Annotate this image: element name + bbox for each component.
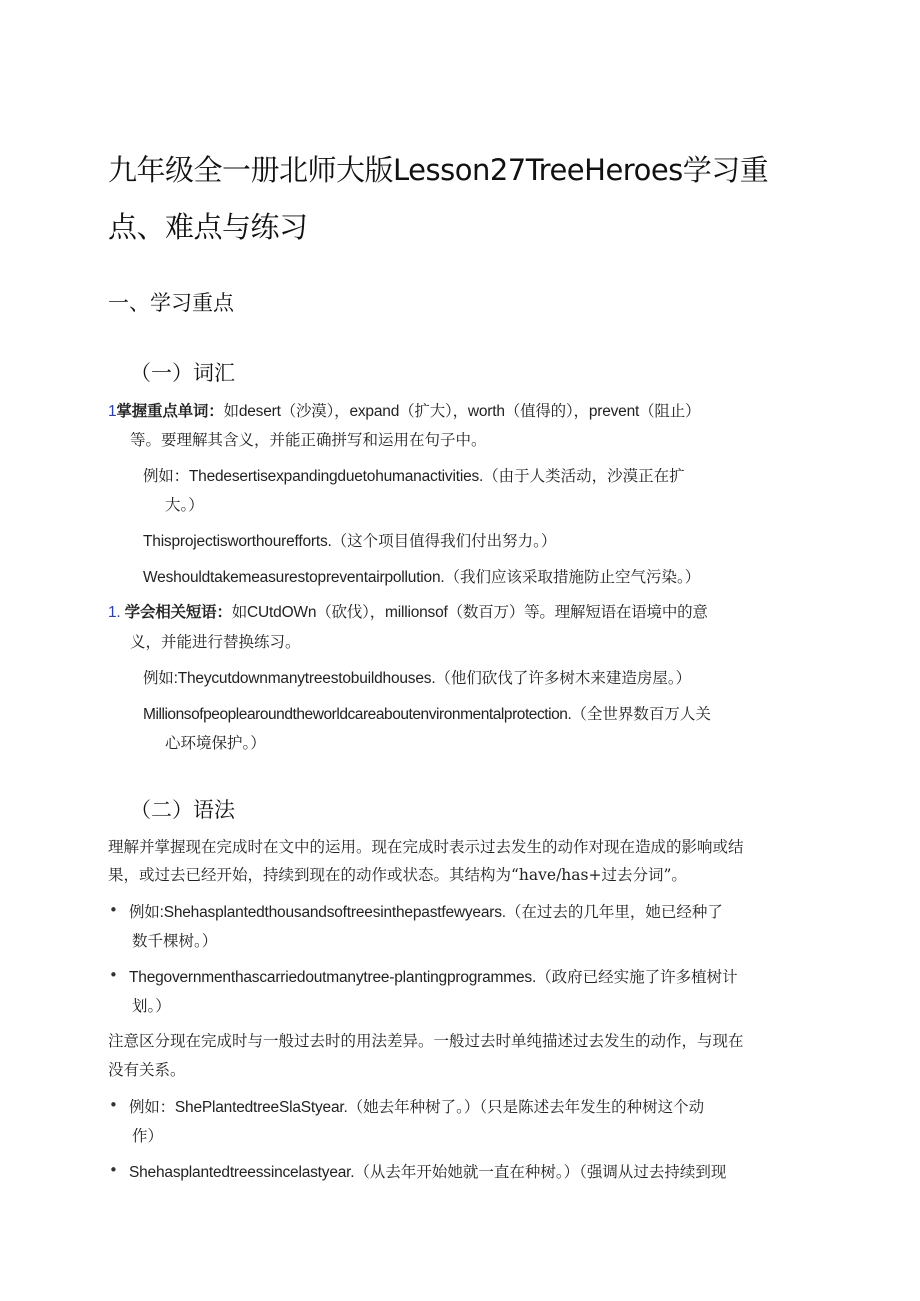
example-chinese: （政府已经实施了许多植树计: [536, 968, 738, 986]
example-chinese: （由于人类活动，沙漠正在扩: [483, 467, 685, 485]
example-chinese: （她去年种树了。）（只是陈述去年发生的种树这个动: [347, 1098, 705, 1116]
item-number: 1.: [108, 604, 121, 621]
example-chinese-continuation: 大。）: [165, 496, 204, 514]
item-text: 如CUtdOWn（砍伐），millionsof（数百万）等。理解短语在语境中的意: [231, 604, 708, 621]
example-english: Thegovernmenthascarriedoutmanytree-plantingprogrammes.: [129, 969, 537, 986]
section-heading: 一、学习重点: [108, 291, 234, 315]
document-title-line1: 九年级全一册北师大版Lesson27TreeHeroes学习重: [108, 153, 769, 187]
example-english: Weshouldtakemeasurestopreventairpollution.: [143, 569, 445, 586]
example-sentence: [143, 702, 711, 724]
bullet-item: [129, 900, 723, 922]
vocab-item-2-continuation: 义，并能进行替换练习。: [130, 633, 301, 651]
grammar-paragraph-1-line1: 理解并掌握现在完成时在文中的运用。现在完成时表示过去发生的动作对现在造成的影响或结: [108, 838, 744, 856]
example-chinese-continuation: 心环境保护。）: [165, 734, 266, 752]
example-sentence: [143, 464, 685, 486]
bullet-continuation: 作）: [132, 1127, 164, 1145]
example-chinese: （这个项目值得我们付出努力。）: [331, 532, 557, 550]
bullet-continuation: 数千棵树。）: [132, 932, 218, 950]
bullet-marker: •: [109, 1161, 118, 1179]
bullet-item: [129, 1095, 704, 1117]
bullet-continuation: 划。）: [132, 997, 171, 1015]
bullet-marker: •: [109, 901, 118, 919]
example-sentence: [143, 565, 700, 587]
example-sentence: [143, 529, 556, 551]
example-english: 例如:Shehasplantedthousandsoftreesinthepastfewyears.: [129, 904, 506, 921]
grammar-paragraph-1-line2: 果，或过去已经开始，持续到现在的动作或状态。其结构为“have/has+过去分词”。: [108, 866, 687, 884]
document-title-line2: 点、难点与练习: [108, 210, 308, 244]
bullet-marker: •: [109, 1096, 118, 1114]
example-sentence: [143, 666, 691, 688]
item-text: 如desert（沙漠），expand（扩大），worth（值得的），prevent（阻止）: [223, 403, 701, 420]
example-chinese: （全世界数百万人关: [571, 705, 711, 723]
subsection-heading-grammar: （二）语法: [130, 798, 235, 822]
bullet-item: [129, 1160, 726, 1182]
example-chinese: （在过去的几年里，她已经种了: [505, 903, 723, 921]
example-english: 例如：ShePlantedtreeSlaStyear.: [129, 1099, 348, 1116]
item-label: 学会相关短语：: [124, 604, 232, 621]
example-english: Shehasplantedtreessincelastyear.: [129, 1164, 355, 1181]
example-chinese: （从去年开始她就一直在种树。）（强调从过去持续到现: [354, 1163, 727, 1181]
example-english: 例如:Theycutdownmanytreestobuildhouses.: [143, 670, 436, 687]
bullet-item: [129, 965, 738, 987]
example-english: Thisprojectisworthourefforts.: [143, 533, 332, 550]
grammar-paragraph-2-line1: 注意区分现在完成时与一般过去时的用法差异。一般过去时单纯描述过去发生的动作，与现在: [108, 1032, 744, 1050]
grammar-paragraph-2-line2: 没有关系。: [108, 1061, 186, 1079]
subsection-heading-vocab: （一）词汇: [130, 361, 235, 385]
item-number: 1: [108, 403, 117, 420]
example-chinese: （我们应该采取措施防止空气污染。）: [444, 568, 701, 586]
bullet-marker: •: [109, 966, 118, 984]
vocab-item-1-continuation: 等。要理解其含义，并能正确拼写和运用在句子中。: [130, 431, 487, 449]
vocab-item-2: [108, 600, 708, 622]
vocab-item-1: [108, 399, 700, 421]
example-english: 例如：Thedesertisexpandingduetohumanactivities.: [143, 468, 484, 485]
item-label: 掌握重点单词：: [116, 403, 224, 420]
example-chinese: （他们砍伐了许多树木来建造房屋。）: [435, 669, 692, 687]
example-english: Millionsofpeoplearoundtheworldcareaboutenvironmentalprotection.: [143, 706, 572, 723]
